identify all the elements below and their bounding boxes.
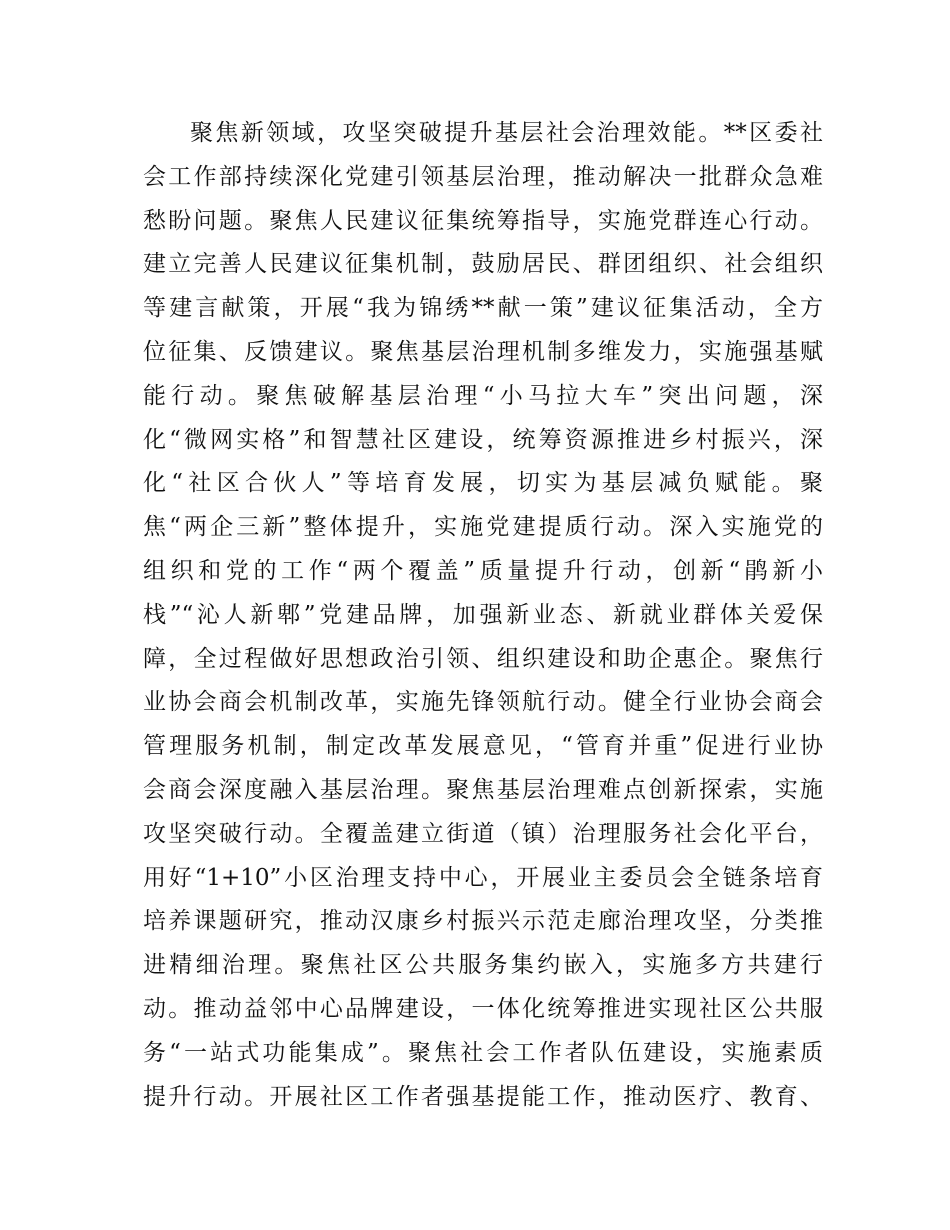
text-line: 栈”“沁人新郫”党建品牌，加强新业态、新就业群体关爱保 — [143, 601, 823, 628]
text-line: 务“一站式功能集成”。聚焦社会工作者队伍建设，实施素质 — [143, 1039, 823, 1066]
text-line: 位征集、反馈建议。聚焦基层治理机制多维发力，实施强基赋 — [143, 338, 823, 365]
text-line: 会商会深度融入基层治理。聚焦基层治理难点创新探索，实施 — [143, 776, 823, 803]
text-line: 焦“两企三新”整体提升，实施党建提质行动。深入实施党的 — [143, 514, 823, 541]
text-line: 建立完善人民建议征集机制，鼓励居民、群团组织、社会组织 — [143, 251, 823, 278]
text-line: 管理服务机制，制定改革发展意见，“管育并重”促进行业协 — [143, 733, 823, 760]
text-line: 障，全过程做好思想政治引领、组织建设和助企惠企。聚焦行 — [143, 645, 823, 672]
text-line: 会工作部持续深化党建引领基层治理，推动解决一批群众急难 — [143, 163, 823, 190]
text-line: 攻坚突破行动。全覆盖建立街道（镇）治理服务社会化平台， — [143, 820, 823, 847]
text-line: 化“社区合伙人”等培育发展，切实为基层减负赋能。聚 — [143, 470, 823, 497]
paragraph — [143, 112, 823, 1119]
text-line: 组织和党的工作“两个覆盖”质量提升行动，创新“鹃新小 — [143, 557, 823, 584]
text-line: 能行动。聚焦破解基层治理“小马拉大车”突出问题，深 — [143, 382, 823, 409]
text-line: 聚焦新领域，攻坚突破提升基层社会治理效能。**区委社 — [190, 120, 823, 146]
text-line: 用好“1+10”小区治理支持中心，开展业主委员会全链条培育 — [143, 864, 823, 891]
text-line: 愁盼问题。聚焦人民建议征集统筹指导，实施党群连心行动。 — [143, 207, 823, 234]
text-line: 提升行动。开展社区工作者强基提能工作，推动医疗、教育、 — [143, 1083, 823, 1110]
text-line: 等建言献策，开展“我为锦绣**献一策”建议征集活动，全方 — [143, 295, 823, 322]
text-line: 培养课题研究，推动汉康乡村振兴示范走廊治理攻坚，分类推 — [143, 908, 823, 935]
text-line: 化“微网实格”和智慧社区建设，统筹资源推进乡村振兴，深 — [143, 426, 823, 453]
text-line: 动。推动益邻中心品牌建设，一体化统筹推进实现社区公共服 — [143, 995, 823, 1022]
text-line: 业协会商会机制改革，实施先锋领航行动。健全行业协会商会 — [143, 689, 823, 716]
text-line: 进精细治理。聚焦社区公共服务集约嵌入，实施多方共建行 — [143, 952, 823, 979]
